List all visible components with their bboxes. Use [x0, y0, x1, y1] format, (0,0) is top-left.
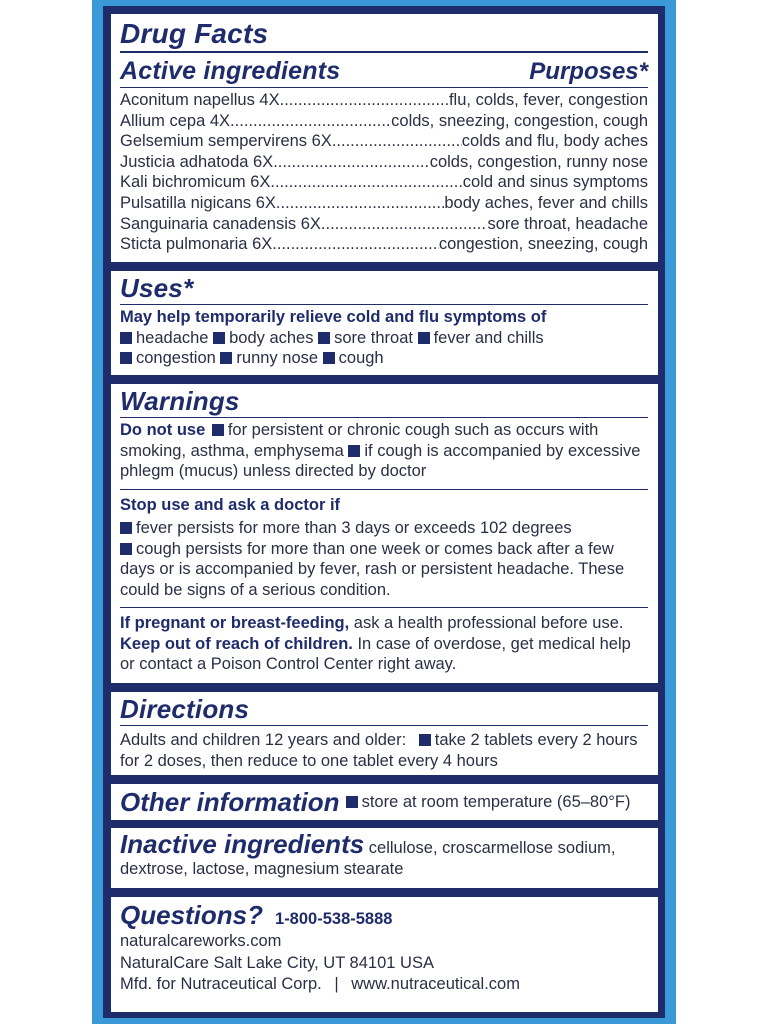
purposes-heading: Purposes* — [529, 58, 648, 85]
directions-dosage: take 2 tablets every 2 hours for 2 doses, then reduce to one tablet every 4 hours — [120, 731, 638, 770]
bullet-square-icon — [323, 352, 335, 364]
ingredient-row — [120, 193, 648, 214]
warnings-heading: Warnings — [120, 386, 240, 416]
ingredient-purpose: body aches, fever and chills — [444, 193, 648, 212]
ingredient-name: Sanguinaria canadensis 6X — [120, 214, 321, 233]
ingredient-row — [120, 152, 648, 173]
questions-panel — [111, 897, 658, 1012]
drug-facts-title: Drug Facts — [120, 18, 269, 49]
use-item: body aches — [229, 328, 314, 347]
uses-heading: Uses* — [120, 273, 194, 303]
questions-heading: Questions? — [120, 900, 264, 930]
use-item: runny nose — [236, 349, 319, 367]
bullet-square-icon — [348, 445, 360, 457]
bullet-square-icon — [418, 332, 430, 344]
inactive-ingredients-heading: Inactive ingredients — [120, 829, 365, 859]
bullet-square-icon — [318, 332, 330, 344]
ingredient-name: Kali bichromicum 6X — [120, 173, 271, 192]
stop-use-item: cough persists for more than one week or comes back after a few days or is accompanied by fever, rash or persistent headache. These could be signs of a serious condition. — [120, 539, 625, 599]
bullet-square-icon — [212, 424, 224, 436]
ingredient-purpose: congestion, sneezing, cough — [438, 235, 648, 254]
stop-use-item: fever persists for more than 3 days or exceeds 102 degrees — [120, 518, 648, 539]
bullet-square-icon — [120, 332, 132, 344]
bullet-square-icon — [120, 522, 132, 534]
ingredient-row — [120, 90, 648, 111]
ingredient-name: Justicia adhatoda 6X — [120, 152, 274, 171]
stop-use-heading: Stop use and ask a doctor if — [120, 495, 341, 514]
divider — [120, 87, 648, 88]
ingredient-purpose: colds, congestion, runny nose — [429, 152, 648, 171]
directions-panel — [111, 692, 658, 775]
ingredient-name: Gelsemium sempervirens 6X — [120, 132, 332, 151]
inactive-ingredients-panel — [111, 828, 658, 888]
ingredient-name: Pulsatilla nigicans 6X — [120, 193, 276, 212]
use-item: cough — [338, 349, 384, 367]
directions-heading: Directions — [120, 694, 250, 724]
bullet-square-icon — [213, 332, 225, 344]
bullet-square-icon — [120, 352, 132, 364]
divider — [120, 725, 648, 726]
ingredient-purpose: cold and sinus symptoms — [462, 173, 648, 192]
pregnancy-text — [120, 613, 648, 675]
uses-list — [120, 328, 648, 349]
phone-number: 1-800-538-5888 — [275, 910, 393, 928]
use-item: fever and chills — [433, 328, 544, 347]
ingredient-row — [120, 234, 648, 255]
do-not-use-item-2: if cough is accompanied by excessive phlegm (mucus) unless directed by doctor — [120, 441, 641, 480]
separator: | — [334, 975, 339, 993]
directions-audience: Adults and children 12 years and older: — [120, 731, 407, 749]
uses-text — [120, 307, 648, 369]
questions-details — [120, 931, 648, 996]
uses-list-2 — [120, 348, 648, 369]
warnings-panel — [111, 384, 658, 683]
do-not-use-label: Do not use — [120, 421, 206, 439]
stop-use-section — [120, 495, 648, 601]
uses-panel — [111, 271, 658, 375]
do-not-use-text — [120, 420, 648, 482]
ingredient-purpose: flu, colds, fever, congestion — [448, 91, 648, 109]
ingredient-purpose: sore throat, headache — [487, 214, 648, 233]
other-information-heading: Other information — [120, 786, 340, 817]
ingredient-row — [120, 131, 648, 152]
address: NaturalCare Salt Lake City, UT 84101 USA — [120, 953, 434, 972]
divider — [120, 489, 648, 490]
pregnant-text: ask a health professional before use. — [353, 614, 624, 632]
use-item: sore throat — [334, 328, 413, 347]
keep-out-text: In case of overdose, get medical help or contact a Poison Control Center right away. — [120, 634, 631, 673]
bullet-square-icon — [220, 352, 232, 364]
uses-intro: May help temporarily relieve cold and flu symptoms of — [120, 308, 547, 326]
ingredient-name: Allium cepa 4X — [120, 111, 231, 130]
ingredient-row — [120, 172, 648, 193]
active-header-row — [120, 56, 648, 86]
ingredient-name: Sticta pulmonaria 6X — [120, 235, 273, 254]
use-item: headache — [136, 328, 209, 347]
manufacturer-line — [120, 974, 648, 996]
manufacturer-website-link[interactable]: www.nutraceutical.com — [351, 975, 520, 993]
bullet-square-icon — [346, 796, 358, 808]
ingredient-list — [120, 90, 648, 255]
keep-out-label: Keep out of reach of children. — [120, 634, 353, 653]
bullet-square-icon — [419, 734, 431, 746]
divider — [120, 304, 648, 305]
questions-header — [120, 900, 648, 931]
divider — [120, 417, 648, 418]
inactive-text — [120, 828, 648, 879]
ingredient-name: Aconitum napellus 4X — [120, 91, 280, 109]
ingredient-purpose: colds, sneezing, congestion, cough — [391, 111, 648, 130]
pregnant-label: If pregnant or breast-feeding, — [120, 614, 350, 632]
inactive-ingredients-list: cellulose, croscarmellose sodium, dextrose, lactose, magnesium stearate — [120, 839, 616, 878]
divider — [120, 51, 648, 53]
ingredient-row — [120, 111, 648, 132]
ingredient-purpose: colds and flu, body aches — [461, 132, 648, 151]
directions-text — [120, 730, 648, 771]
other-information-text: store at room temperature (65–80°F) — [346, 792, 631, 813]
bullet-square-icon — [120, 543, 132, 555]
use-item: congestion — [136, 349, 216, 367]
ingredient-row — [120, 214, 648, 235]
do-not-use-item-1: for persistent or chronic cough such as occurs with smoking, asthma, emphysema — [120, 421, 599, 460]
active-ingredients-heading: Active ingredients — [120, 57, 341, 85]
active-ingredients-panel — [111, 14, 658, 262]
divider — [120, 607, 648, 608]
manufacturer: Mfd. for Nutraceutical Corp. — [120, 975, 322, 993]
website-link[interactable]: naturalcareworks.com — [120, 932, 282, 950]
other-information-panel — [111, 784, 658, 820]
